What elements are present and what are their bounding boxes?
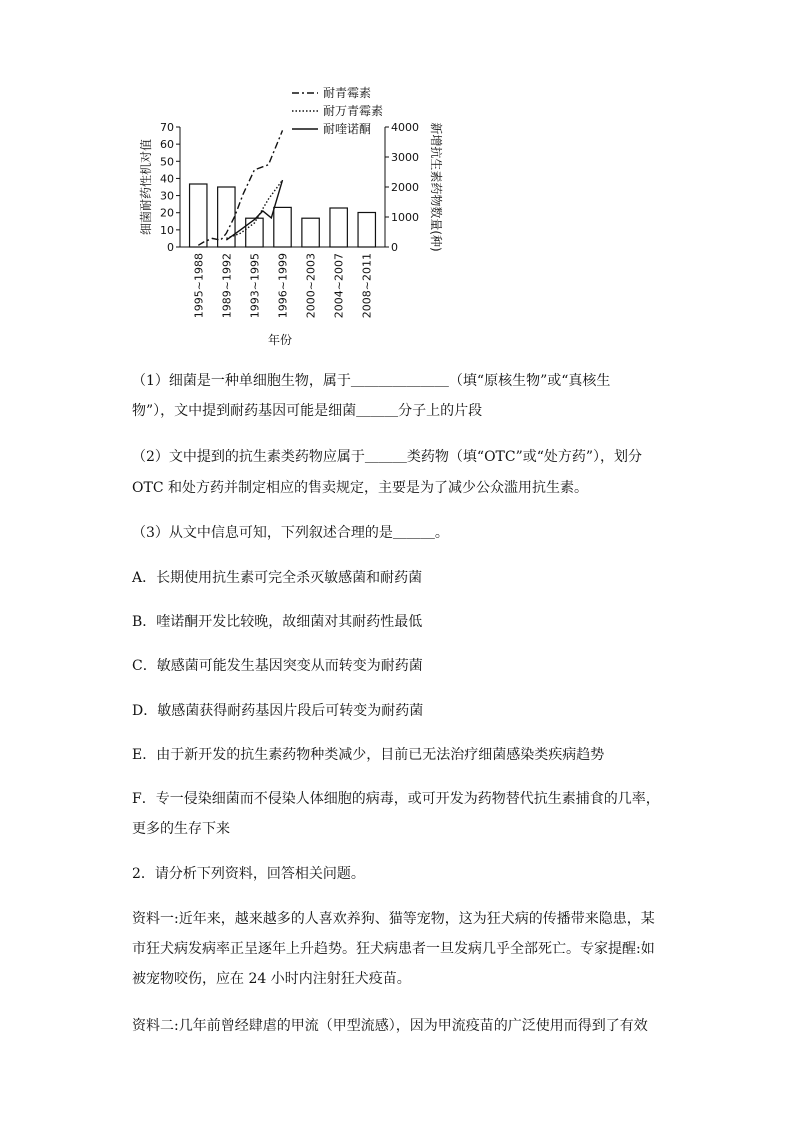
bar	[302, 218, 319, 247]
x-axis-label: 年份	[267, 333, 293, 347]
legend-label: 耐万青霉素	[323, 104, 384, 118]
category-label: 1995~1988	[192, 253, 206, 319]
category-label: 2000~2003	[304, 253, 318, 319]
legend-label: 耐喹诺酮	[323, 122, 372, 136]
material-1-line-3: 被宠物咬伤，应在 24 小时内注射狂犬疫苗。	[132, 971, 411, 987]
left-axis-ticks	[160, 121, 180, 254]
bar	[330, 208, 347, 247]
right-tick-label: 0	[391, 241, 398, 254]
left-tick-label: 30	[160, 189, 174, 203]
category-label: 1996~1999	[276, 253, 290, 319]
chart-legend	[292, 85, 383, 136]
bar-series	[190, 184, 376, 247]
category-label: 1989~1992	[220, 253, 234, 319]
series-line	[198, 130, 282, 245]
left-tick-label: 50	[160, 155, 174, 169]
right-axis-label: 新增抗生素药物数量(种)	[429, 122, 443, 252]
option-b: B．喹诺酮开发比较晚，故细菌对其耐药性最低	[132, 614, 423, 630]
category-label: 1993~1995	[248, 253, 262, 319]
antibiotic-resistance-chart	[120, 82, 450, 352]
option-f-line-2: 更多的生存下来	[132, 821, 230, 837]
right-tick-label: 2000	[391, 181, 419, 194]
left-tick-label: 40	[160, 172, 174, 186]
question-2-line-1: （2）文中提到的抗生素类药物应属于＿＿＿类药物（填“OTC”或“处方药”），划分	[132, 449, 643, 465]
question-3: （3）从文中信息可知，下列叙述合理的是＿＿＿。	[132, 525, 449, 541]
question-1-line-2: 物”），文中提到耐药基因可能是细菌＿＿＿分子上的片段	[132, 403, 483, 419]
bar	[190, 184, 207, 247]
line-series	[198, 130, 282, 245]
option-a: A．长期使用抗生素可完全杀灭敏感菌和耐药菌	[132, 570, 423, 586]
material-1-line-2: 市狂犬病发病率正呈逐年上升趋势。狂犬病患者一旦发病几乎全部死亡。专家提醒:如	[132, 941, 655, 957]
category-label: 2004~2007	[332, 253, 346, 319]
legend-label: 耐青霉素	[323, 86, 372, 100]
question-1-line-1: （1）细菌是一种单细胞生物，属于＿＿＿＿＿＿＿（填“原核生物”或“真核生	[132, 373, 611, 389]
left-tick-label: 10	[160, 223, 174, 237]
right-tick-label: 4000	[391, 121, 419, 134]
option-d: D．敏感菌获得耐药基因片段后可转变为耐药菌	[132, 703, 424, 719]
bar	[358, 213, 375, 248]
left-tick-label: 70	[160, 121, 174, 134]
left-tick-label: 20	[160, 206, 174, 220]
question-2-heading: 2．请分析下列资料，回答相关问题。	[132, 866, 365, 882]
question-2-line-2: OTC 和处方药并制定相应的售卖规定，主要是为了减少公众滥用抗生素。	[132, 480, 588, 496]
option-e: E．由于新开发的抗生素药物种类减少，目前已无法治疗细菌感染类疾病趋势	[132, 747, 605, 763]
bar	[274, 207, 291, 247]
category-labels	[192, 253, 373, 318]
material-1-line-1: 资料一:近年来，越来越多的人喜欢养狗、猫等宠物，这为狂犬病的传播带来隐患，某	[132, 911, 655, 927]
right-tick-label: 1000	[391, 211, 419, 224]
left-axis-label: 细菌耐药性机对值	[139, 138, 153, 236]
option-c: C．敏感菌可能发生基因突变从而转变为耐药菌	[132, 658, 423, 674]
left-tick-label: 60	[160, 138, 174, 152]
right-tick-label: 3000	[391, 151, 419, 164]
right-axis-ticks	[385, 121, 419, 254]
option-f-line-1: F．专一侵染细菌而不侵染人体细胞的病毒，或可开发为药物替代抗生素捕食的几率，	[132, 791, 660, 807]
material-2-line-1: 资料二:几年前曾经肆虐的甲流（甲型流感），因为甲流疫苗的广泛使用而得到了有效	[132, 1018, 648, 1034]
category-label: 2008~2011	[360, 253, 374, 319]
left-tick-label: 0	[167, 241, 174, 254]
